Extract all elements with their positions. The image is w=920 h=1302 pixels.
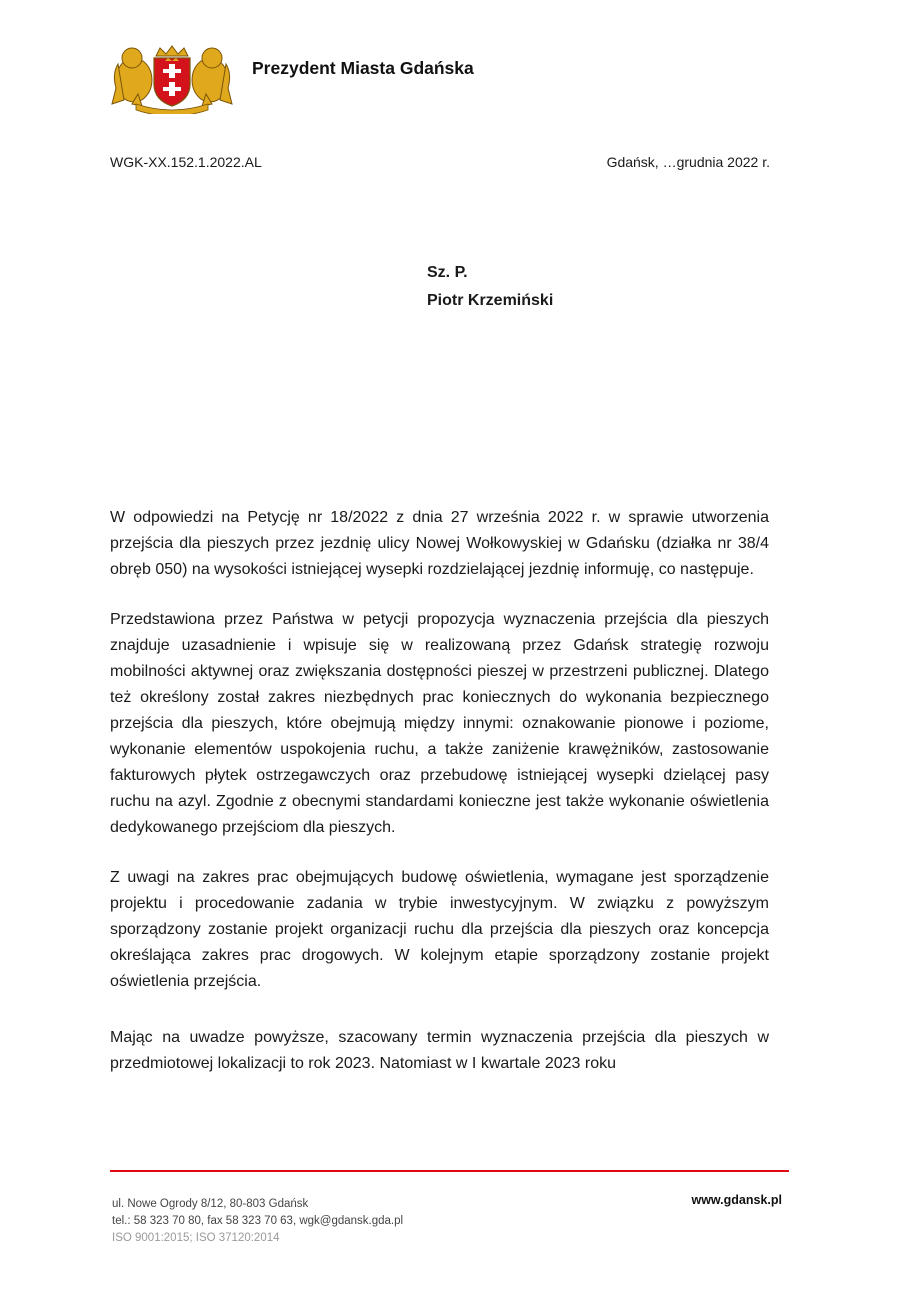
recipient-block [427,259,553,315]
body-paragraph: Mając na uwadze powyższe, szacowany termin wyznaczenia przejścia dla pieszych w przedmiotowej lokalizacji to rok 2023. Natomiast w I kwartale 2023 roku [110,1029,769,1072]
letter-body [110,505,769,1101]
recipient-name: Piotr Krzemiński [427,292,554,309]
recipient-salutation: Sz. P. [427,264,468,281]
footer-iso: ISO 9001:2015; ISO 37120:2014 [112,1232,280,1244]
left-lion-supporter [112,48,152,106]
right-lion-supporter [192,48,232,106]
body-paragraph: Z uwagi na zakres prac obejmujących budowę oświetlenia, wymagane jest sporządzenie projektu i procedowanie zadania w trybie inwestycyjnym. W związku z powyższym sporządzony zostanie projekt organizacji ruchu dla przejścia dla pieszych oraz koncepcja określająca zakres prac drogowych. W kolejnym etapie sporządzony zostanie projekt oświetlenia przejścia. [110,869,769,990]
footer-divider [110,1170,789,1172]
reference-number: WGK-XX.152.1.2022.AL [110,154,262,170]
red-shield [154,58,190,106]
gdansk-coat-of-arms-icon [108,44,236,114]
footer-website-link[interactable]: www.gdansk.pl [691,1193,782,1207]
office-title: Prezydent Miasta Gdańska [252,58,474,78]
body-paragraph: W odpowiedzi na Petycję nr 18/2022 z dnia 27 września 2022 r. w sprawie utworzenia przejścia dla pieszych przez jezdnię ulicy Nowej Wołkowyskiej w Gdańsku (działka nr 38/4 obręb 050) na wysokości istniejącej wysepki rozdzielającej jezdnię informuję, co następuje. [110,509,769,578]
place-and-date: Gdańsk, …grudnia 2022 r. [606,154,770,170]
footer-address-block [112,1196,403,1247]
body-paragraph: Przedstawiona przez Państwa w petycji propozycja wyznaczenia przejścia dla pieszych znajduje uzasadnienie i wpisuje się w realizowaną przez Gdańsk strategię rozwoju mobilności aktywnej oraz zwiększania dostępności pieszej w przestrzeni publicznej. Dlatego też określony został zakres niezbędnych prac koniecznych do wykonania bezpiecznego przejścia dla pieszych, które obejmują między innymi: oznakowanie pionowe i poziome, wykonanie elementów uspokojenia ruchu, a także zaniżenie krawężników, zastosowanie fakturowych płytek ostrzegawczych oraz przebudowę istniejącej wysepki dzielącej pasy ruchu na azyl. Zgodnie z obecnymi standardami konieczne jest także wykonanie oświetlenia dedykowanego przejściom dla pieszych. [110,611,769,836]
crown [156,46,188,56]
footer-contact: tel.: 58 323 70 80, fax 58 323 70 63, wgk@gdansk.gda.pl [112,1215,404,1227]
footer-address: ul. Nowe Ogrody 8/12, 80-803 Gdańsk [112,1198,309,1210]
